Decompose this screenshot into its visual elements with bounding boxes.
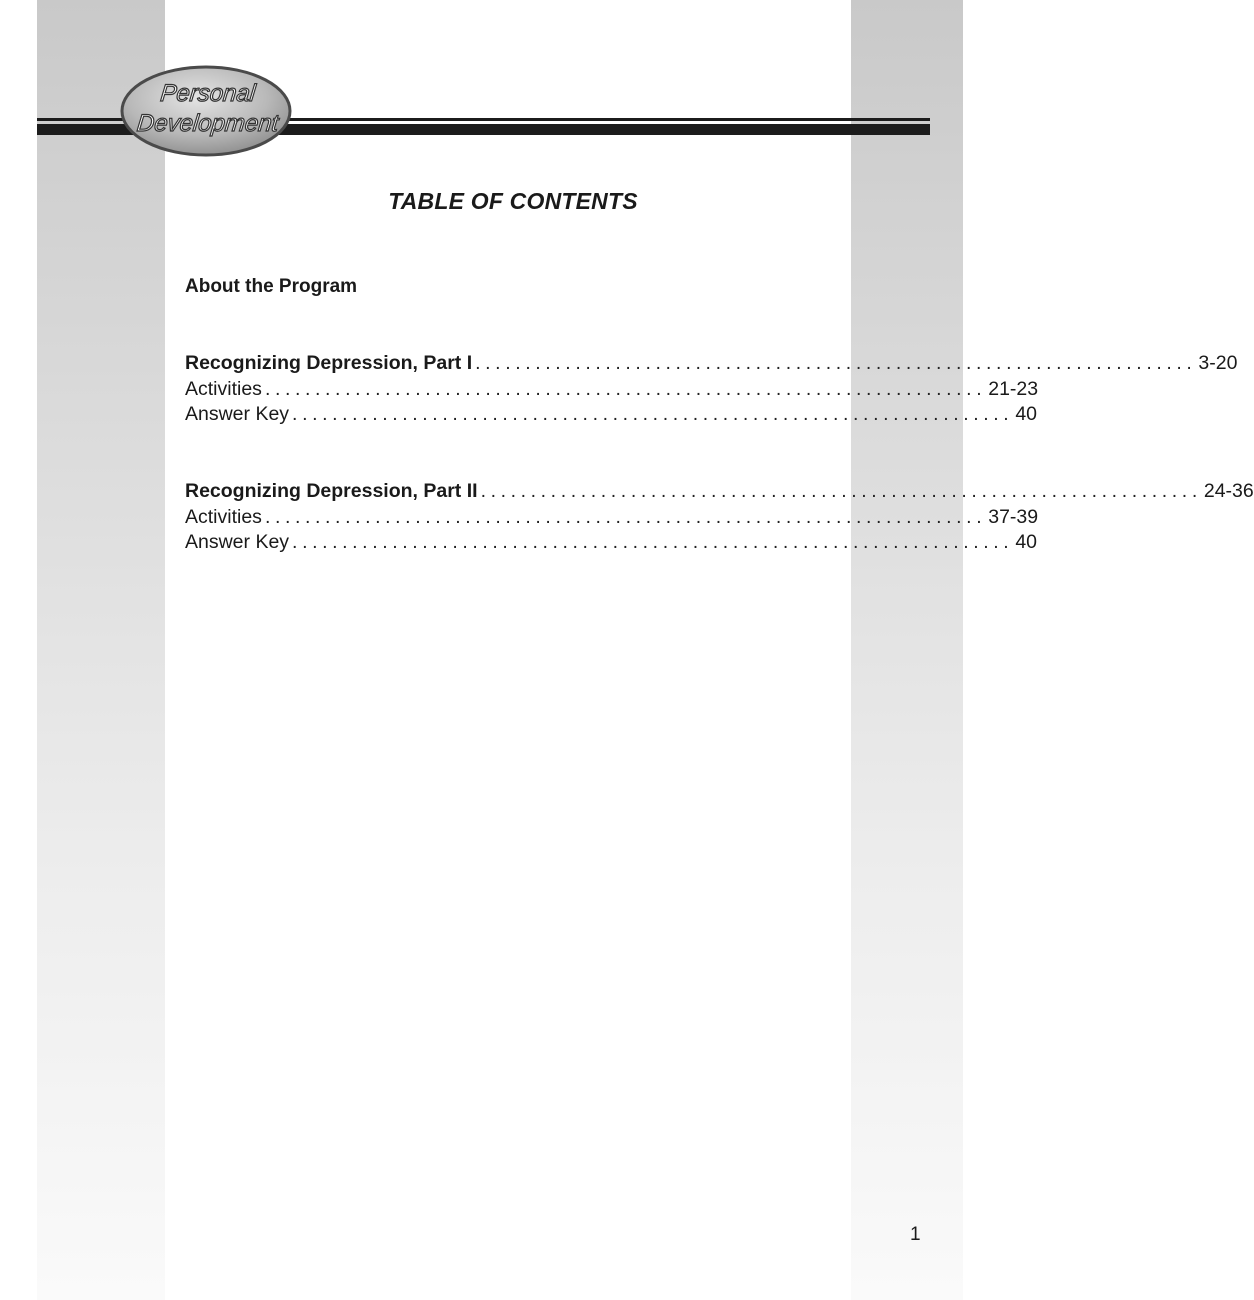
toc-entry-pages: 21-23 [988, 377, 1039, 400]
toc-entry-pages: 40 [1015, 403, 1038, 425]
dot-leader: ........................................................................ [264, 377, 987, 400]
toc-entry [185, 402, 1038, 428]
logo-line-2: Development [135, 110, 280, 137]
dot-leader: ........................................................................ [292, 531, 1014, 553]
toc-entry-pages: 24-36 [1203, 480, 1254, 502]
dot-leader: ........................................................................ [480, 480, 1202, 502]
toc-section-part-2 [185, 479, 1254, 556]
personal-development-logo [119, 64, 293, 158]
dot-leader: ........................................................................ [475, 352, 1197, 374]
toc-section-part-1 [185, 351, 1238, 428]
about-the-program-heading: About the Program [185, 276, 358, 297]
page-number: 1 [910, 1224, 921, 1245]
toc-entry-pages: 3-20 [1198, 352, 1238, 374]
toc-entry-pages: 40 [1015, 531, 1038, 553]
toc-entry [185, 479, 1254, 505]
toc-entry-pages: 37-39 [988, 505, 1039, 528]
toc-entry [185, 377, 1039, 403]
toc-entry [185, 505, 1039, 531]
toc-entry-label: Activities [185, 377, 262, 400]
logo-line-1: Personal [159, 80, 257, 107]
toc-entry [185, 351, 1238, 377]
toc-entry-label: Answer Key [185, 531, 290, 553]
toc-entry-label: Recognizing Depression, Part I [185, 352, 473, 374]
dot-leader: ........................................................................ [264, 505, 987, 528]
toc-entry-label: Recognizing Depression, Part II [185, 480, 478, 502]
toc-entry-label: Activities [185, 505, 262, 528]
toc-entry-label: Answer Key [185, 403, 290, 425]
toc-entry [185, 530, 1038, 556]
dot-leader: ........................................................................ [292, 403, 1014, 425]
page-title: TABLE OF CONTENTS [388, 188, 638, 214]
